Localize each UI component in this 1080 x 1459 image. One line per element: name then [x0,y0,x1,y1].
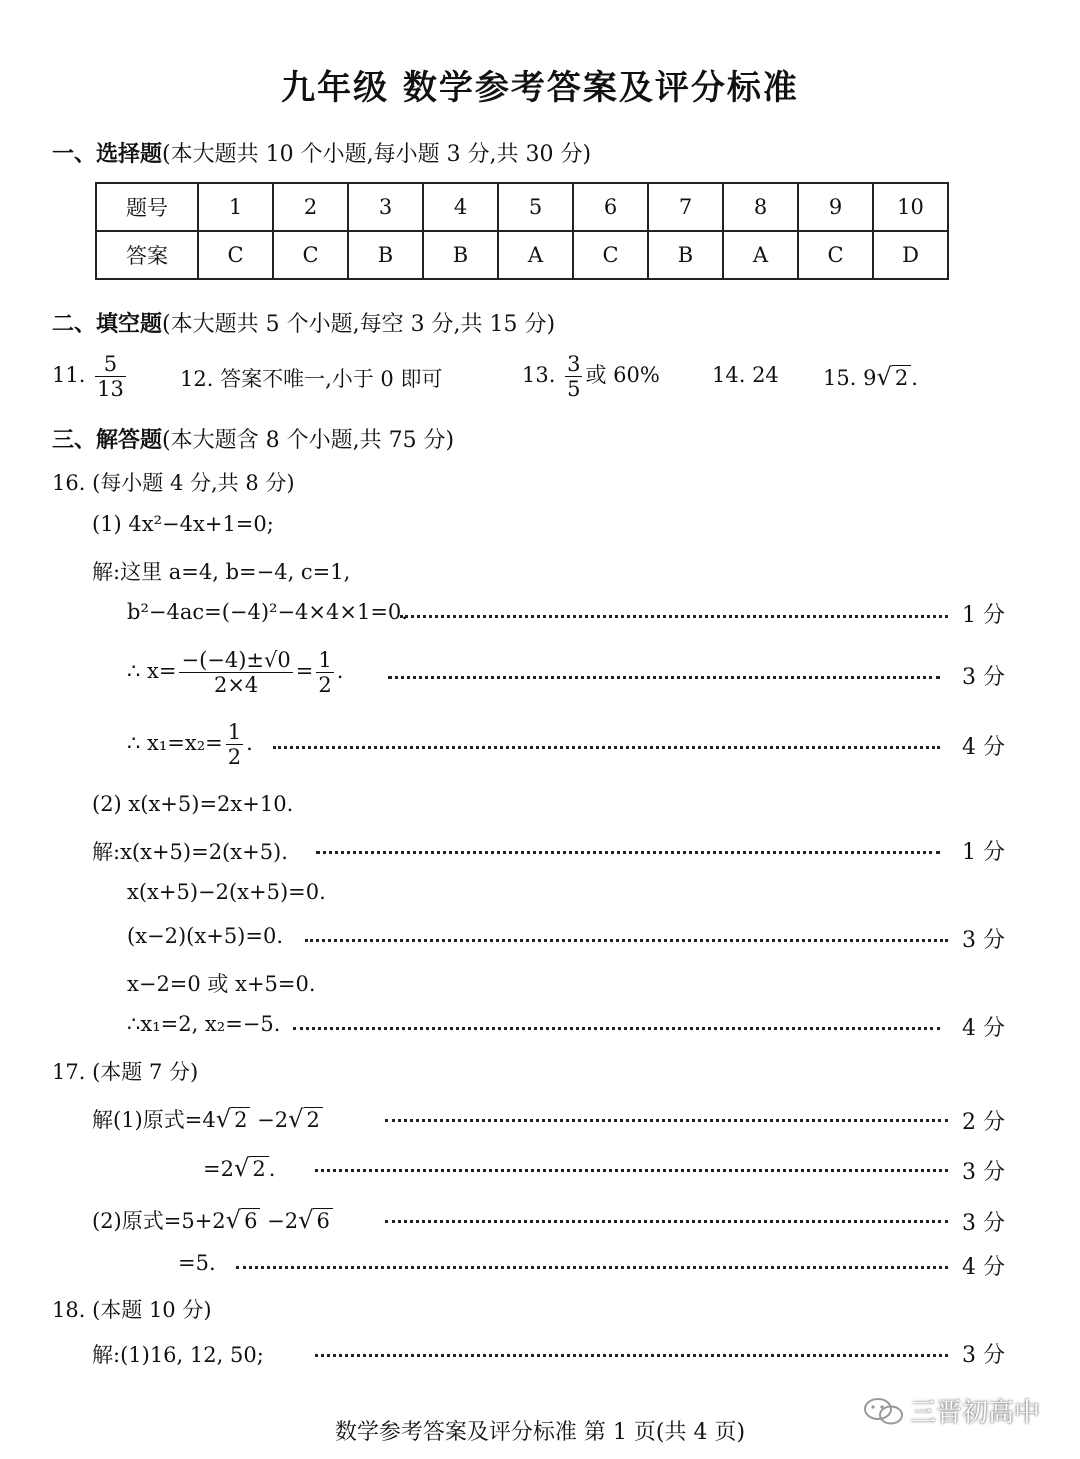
q16-part2: (2) x(x+5)=2x+10. [92,792,294,816]
sqrt: √ 2 [234,1154,269,1182]
leader-dots [315,1169,948,1172]
leader-dots [305,939,948,942]
numerator: 5 [95,352,126,377]
q16-step1: 解:这里 a=4, b=−4, c=1, [92,560,351,584]
leader-dots [316,851,940,854]
q17-heading: 17. (本题 7 分) [52,1060,199,1084]
table-cell: B [348,231,423,279]
q16-t1: 解:x(x+5)=2(x+5). [92,840,288,864]
question-number: 13. [522,363,556,388]
fill-answer-12: 12. 答案不唯一,小于 0 即可 [180,367,443,391]
score: 1 分 [962,603,1005,628]
q16-t5: ∴x₁=2, x₂=−5. [127,1012,281,1036]
sqrt: √ 2 [876,363,911,391]
score: 3 分 [962,665,1005,690]
q18-a1: 解:(1)16, 12, 50; [92,1343,264,1367]
q16-step4 [127,720,253,769]
leader-dots [236,1266,948,1269]
period: . [336,659,344,684]
table-cell: 10 [873,183,948,231]
section-2-label: 二、填空题 [52,312,163,337]
expr-prefix: =2 [203,1157,234,1181]
score: 3 分 [962,1160,1005,1185]
sqrt: √ 2 [216,1105,251,1133]
table-cell: 9 [798,183,873,231]
radicand: 2 [892,365,911,390]
section-2-desc: (本大题共 5 个小题,每空 3 分,共 15 分) [162,312,556,337]
sqrt: √ 6 [226,1206,261,1234]
score: 3 分 [962,1343,1005,1368]
q17-a1 [92,1104,323,1134]
leader-dots [273,746,940,749]
q16-part1: (1) 4x²−4x+1=0; [92,512,274,536]
leader-dots [388,676,940,679]
radicand: 6 [313,1208,332,1233]
score: 2 分 [962,1110,1005,1135]
sqrt: √ 2 [288,1105,323,1133]
section-1-desc: (本大题共 10 个小题,每小题 3 分,共 30 分) [162,142,592,167]
expr-prefix: ∴ x= [127,659,177,684]
fraction [226,720,243,769]
score: 1 分 [962,840,1005,865]
expr-prefix: ∴ x₁=x₂= [127,731,223,756]
table-head-number: 题号 [96,183,198,231]
equals: = [295,659,314,684]
expr-prefix: 解(1)原式=4 [92,1108,216,1132]
q18-heading: 18. (本题 10 分) [52,1298,212,1322]
score: 4 分 [962,1255,1005,1280]
expr-prefix: (2)原式=5+2 [92,1209,226,1233]
page-title: 九年级 数学参考答案及评分标准 [281,68,799,108]
table-row-numbers [96,183,948,231]
q16-heading: 16. (每小题 4 分,共 8 分) [52,471,295,495]
table-head-answer: 答案 [96,231,198,279]
sqrt: √ 6 [298,1206,333,1234]
table-cell: D [873,231,948,279]
table-cell: 5 [498,183,573,231]
numerator: −(−4)±√0 [181,648,291,672]
numerator: 1 [227,720,242,744]
section-3-label: 三、解答题 [52,428,163,453]
q17-b1 [92,1205,333,1235]
table-cell: B [423,231,498,279]
fill-answer-11 [52,352,129,401]
q16-step3 [127,648,343,697]
answer-prefix: 15. 9 [823,366,877,390]
expr-mid: −2 [260,1209,299,1233]
table-cell: C [798,231,873,279]
score: 3 分 [962,1211,1005,1236]
table-cell: 8 [723,183,798,231]
table-cell: A [723,231,798,279]
table-cell: 2 [273,183,348,231]
q16-t3: (x−2)(x+5)=0. [127,924,284,948]
q17-b2: =5. [178,1251,216,1275]
fill-answer-13 [522,352,660,401]
fraction [179,648,292,697]
denominator: 5 [567,377,581,402]
fraction [316,648,333,697]
table-cell: C [198,231,273,279]
leader-dots [385,1220,948,1223]
section-1-label: 一、选择题 [52,142,163,167]
section-2-heading [52,307,555,338]
numerator: 1 [318,648,332,672]
table-cell: 3 [348,183,423,231]
watermark-text: 三晋初高中 [910,1398,1041,1428]
table-row-answers [96,231,948,279]
fraction [565,352,582,401]
fill-answer-15 [823,363,918,391]
fraction [95,352,126,401]
radicand: 6 [241,1208,260,1233]
page-footer: 数学参考答案及评分标准 第 1 页(共 4 页) [334,1420,746,1445]
q16-t2: x(x+5)−2(x+5)=0. [127,880,326,904]
denominator: 13 [97,377,124,402]
denominator: 2 [318,673,332,698]
period: . [268,1157,276,1181]
answer-tail: . [911,366,918,390]
score: 4 分 [962,1016,1005,1041]
section-3-heading [52,423,454,454]
section-1-heading [52,137,591,168]
leader-dots [385,1119,948,1122]
section-3-desc: (本大题含 8 个小题,共 75 分) [162,428,455,453]
table-cell: 6 [573,183,648,231]
expr-mid: −2 [250,1108,289,1132]
table-cell: A [498,231,573,279]
fill-answer-14: 14. 24 [712,363,779,387]
radicand: 2 [249,1156,268,1181]
leader-dots [315,1354,948,1357]
answer-tail: 或 60% [585,363,660,388]
table-cell: C [273,231,348,279]
period: . [246,731,253,756]
table-cell: C [573,231,648,279]
answer-table [95,182,949,280]
radicand: 2 [231,1107,250,1132]
q16-step2: b²−4ac=(−4)²−4×4×1=0. [127,600,408,624]
question-number: 11. [52,363,86,388]
numerator: 3 [567,352,581,376]
q17-a2 [203,1154,275,1182]
table-cell: 7 [648,183,723,231]
q16-t4: x−2=0 或 x+5=0. [127,972,316,996]
table-cell: 1 [198,183,273,231]
score: 4 分 [962,735,1005,760]
table-cell: B [648,231,723,279]
leader-dots [293,1027,940,1030]
leader-dots [400,615,948,618]
score: 3 分 [962,928,1005,953]
table-cell: 4 [423,183,498,231]
denominator: 2×4 [213,673,259,698]
radicand: 2 [304,1107,323,1132]
denominator: 2 [227,745,242,770]
